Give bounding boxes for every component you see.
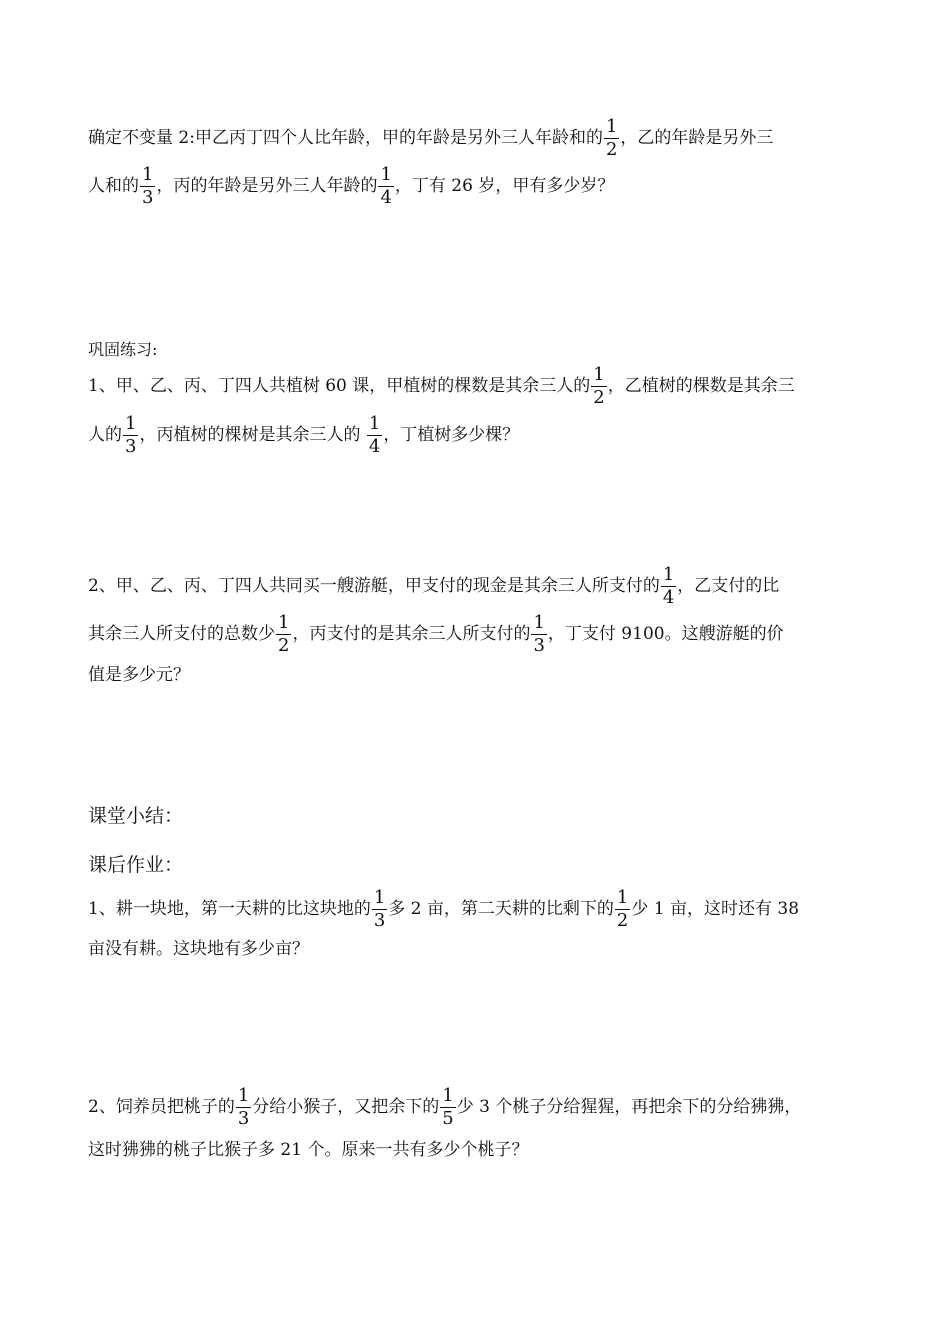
practice-1-line-2: [88, 415, 519, 456]
invariant-problem-line-1: [88, 118, 773, 159]
text: 分给小猴子，又把余下的: [252, 1097, 440, 1117]
text: ，丁支付 9100。这艘游艇的价: [547, 624, 784, 644]
fraction-one-third: $\frac{1}{3}$: [142, 164, 154, 208]
summary-heading: 课堂小结：: [88, 805, 184, 827]
fraction-one-quarter: $\frac{1}{4}$: [662, 564, 675, 608]
practice-heading: 巩固练习:: [88, 340, 158, 359]
homework-2-line-1: [88, 1087, 801, 1128]
text: ，丙植树的棵树是其余三人的: [139, 425, 366, 445]
text: 人和的: [88, 176, 139, 196]
text: 确定不变量 2:甲乙丙丁四个人比年龄，甲的年龄是另外三人年龄和的: [88, 128, 603, 148]
text: 2、饲养员把桃子的: [88, 1097, 235, 1117]
fraction-one-third: $\frac{1}{3}$: [125, 413, 137, 457]
fraction-one-third: $\frac{1}{3}$: [237, 1085, 250, 1129]
text: ，乙植树的棵数是其余三: [607, 376, 795, 396]
fraction-one-quarter: $\frac{1}{4}$: [380, 164, 392, 208]
fraction-one-third: $\frac{1}{3}$: [373, 887, 386, 931]
homework-heading: 课后作业：: [88, 854, 184, 876]
homework-1-line-1: [88, 889, 799, 930]
text: ，丙的年龄是另外三人年龄的: [156, 176, 378, 196]
homework-1-line-2: 亩没有耕。这块地有多少亩？: [88, 939, 309, 959]
text: 其余三人所支付的总数少: [88, 624, 275, 644]
fraction-one-quarter: $\frac{1}{4}$: [368, 413, 381, 457]
text: 多 2 亩，第二天耕的比剩下的: [388, 899, 614, 919]
text: ，丁植树多少棵？: [383, 425, 520, 445]
text: 2、甲、乙、丙、丁四人共同买一艘游艇，甲支付的现金是其余三人所支付的: [88, 576, 660, 596]
fraction-one-third: $\frac{1}{3}$: [533, 612, 545, 656]
invariant-problem-line-2: [88, 166, 614, 207]
fraction-one-half: $\frac{1}{2}$: [605, 116, 618, 160]
practice-2-line-1: [88, 566, 779, 607]
fraction-one-fifth: $\frac{1}{5}$: [442, 1085, 454, 1129]
text: ，丙支付的是其余三人所支付的: [292, 624, 531, 644]
text: 人的: [88, 425, 122, 445]
practice-1-line-1: [88, 366, 795, 407]
text: 少 1 亩，这时还有 38: [631, 899, 800, 919]
text: ，乙的年龄是另外三: [620, 128, 774, 148]
text: 1、甲、乙、丙、丁四人共植树 60 课，甲植树的棵数是其余三人的: [88, 376, 591, 396]
practice-2-line-2: [88, 614, 784, 655]
fraction-one-half: $\frac{1}{2}$: [278, 612, 290, 656]
homework-2-line-2: 这时狒狒的桃子比猴子多 21 个。原来一共有多少个桃子？: [88, 1140, 529, 1160]
text: ，乙支付的比: [677, 576, 780, 596]
text: 1、耕一块地，第一天耕的比这块地的: [88, 899, 371, 919]
text: 少 3 个桃子分给猩猩，再把余下的分给狒狒，: [456, 1097, 802, 1117]
practice-2-line-3: 值是多少元？: [88, 665, 190, 685]
fraction-one-half: $\frac{1}{2}$: [616, 887, 629, 931]
text: ，丁有 26 岁，甲有多少岁？: [394, 176, 615, 196]
fraction-one-half: $\frac{1}{2}$: [593, 364, 605, 408]
